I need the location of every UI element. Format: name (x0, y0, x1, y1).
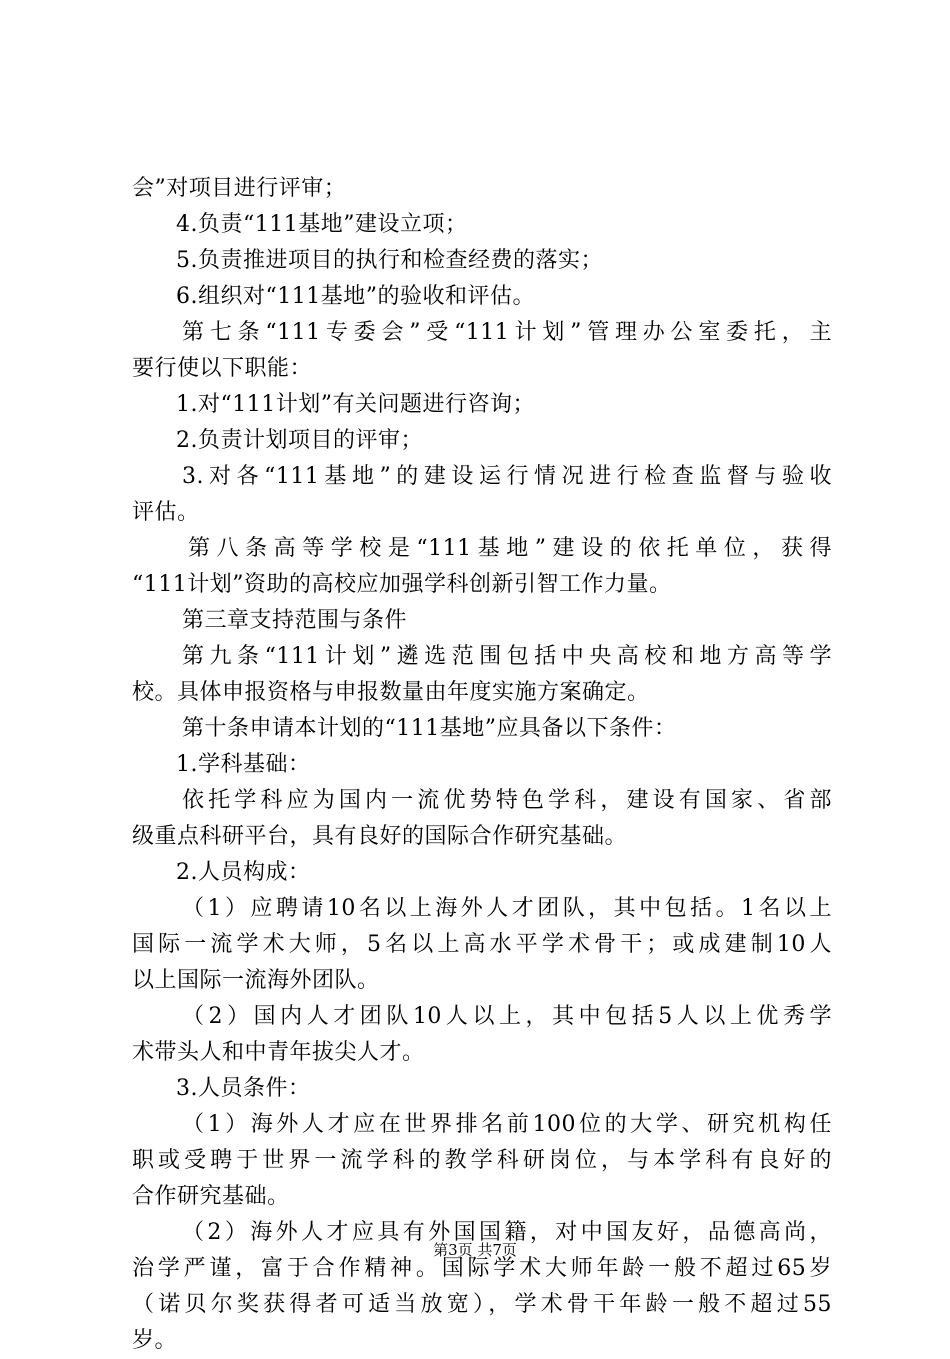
document-body (132, 171, 832, 1359)
text-line: （2）国内人才团队10人以上，其中包括5人以上优秀学 (182, 1004, 832, 1029)
text-line: 4.负责“111基地”建设立项； (176, 212, 468, 237)
text-line: 2.负责计划项目的评审； (176, 428, 423, 453)
text-line: （1）应聘请10名以上海外人才团队，其中包括。1名以上 (182, 896, 832, 921)
text-line: 第七条“111专委会”受“111计划”管理办公室委托，主 (182, 320, 832, 345)
text-line: 第十条申请本计划的“111基地”应具备以下条件： (182, 716, 677, 741)
text-line: 职或受聘于世界一流学科的教学科研岗位，与本学科有良好的 (132, 1148, 832, 1173)
text-line: 3.人员条件： (176, 1076, 311, 1101)
text-line: 国际一流学术大师，5名以上高水平学术骨干；或成建制10人 (132, 932, 832, 957)
text-line: 第八条高等学校是“111基地”建设的依托单位，获得 (188, 536, 832, 561)
text-line: 3.对各“111基地”的建设运行情况进行检查监督与验收 (182, 464, 832, 489)
text-line: 会”对项目进行评审； (132, 176, 347, 201)
text-line: 术带头人和中青年拔尖人才。 (132, 1040, 425, 1065)
text-line: 6.组织对“111基地”的验收和评估。 (176, 284, 535, 309)
text-line: 第九条“111计划”遴选范围包括中央高校和地方高等学 (182, 644, 832, 669)
text-line: 1.学科基础： (176, 752, 311, 777)
section-heading: 第三章支持范围与条件 (182, 608, 408, 633)
text-line: 2.人员构成： (176, 860, 311, 885)
text-line: （诺贝尔奖获得者可适当放宽），学术骨干年龄一般不超过55 (132, 1292, 832, 1317)
text-line: 合作研究基础。 (132, 1184, 290, 1209)
text-line: “111计划”资助的高校应加强学科创新引智工作力量。 (132, 572, 672, 597)
page-number-footer: 第3页 共7页 (433, 1241, 517, 1259)
text-line: 岁。 (132, 1328, 178, 1353)
text-line: （2）海外人才应具有外国国籍，对中国友好，品德高尚， (182, 1220, 832, 1245)
text-line: 5.负责推进项目的执行和检查经费的落实； (176, 248, 603, 273)
text-line: 以上国际一流海外团队。 (132, 968, 380, 993)
text-line: 治学严谨，富于合作精神。国际学术大师年龄一般不超过65岁 (132, 1256, 832, 1281)
text-line: 依托学科应为国内一流优势特色学科，建设有国家、省部 (182, 788, 832, 813)
text-line: （1）海外人才应在世界排名前100位的大学、研究机构任 (182, 1112, 832, 1137)
text-line: 1.对“111计划”有关问题进行咨询； (176, 392, 535, 417)
text-line: 要行使以下职能： (132, 356, 313, 381)
text-line: 评估。 (132, 500, 200, 525)
text-line: 校。具体申报资格与申报数量由年度实施方案确定。 (132, 680, 650, 705)
text-line: 级重点科研平台，具有良好的国际合作研究基础。 (132, 824, 628, 849)
